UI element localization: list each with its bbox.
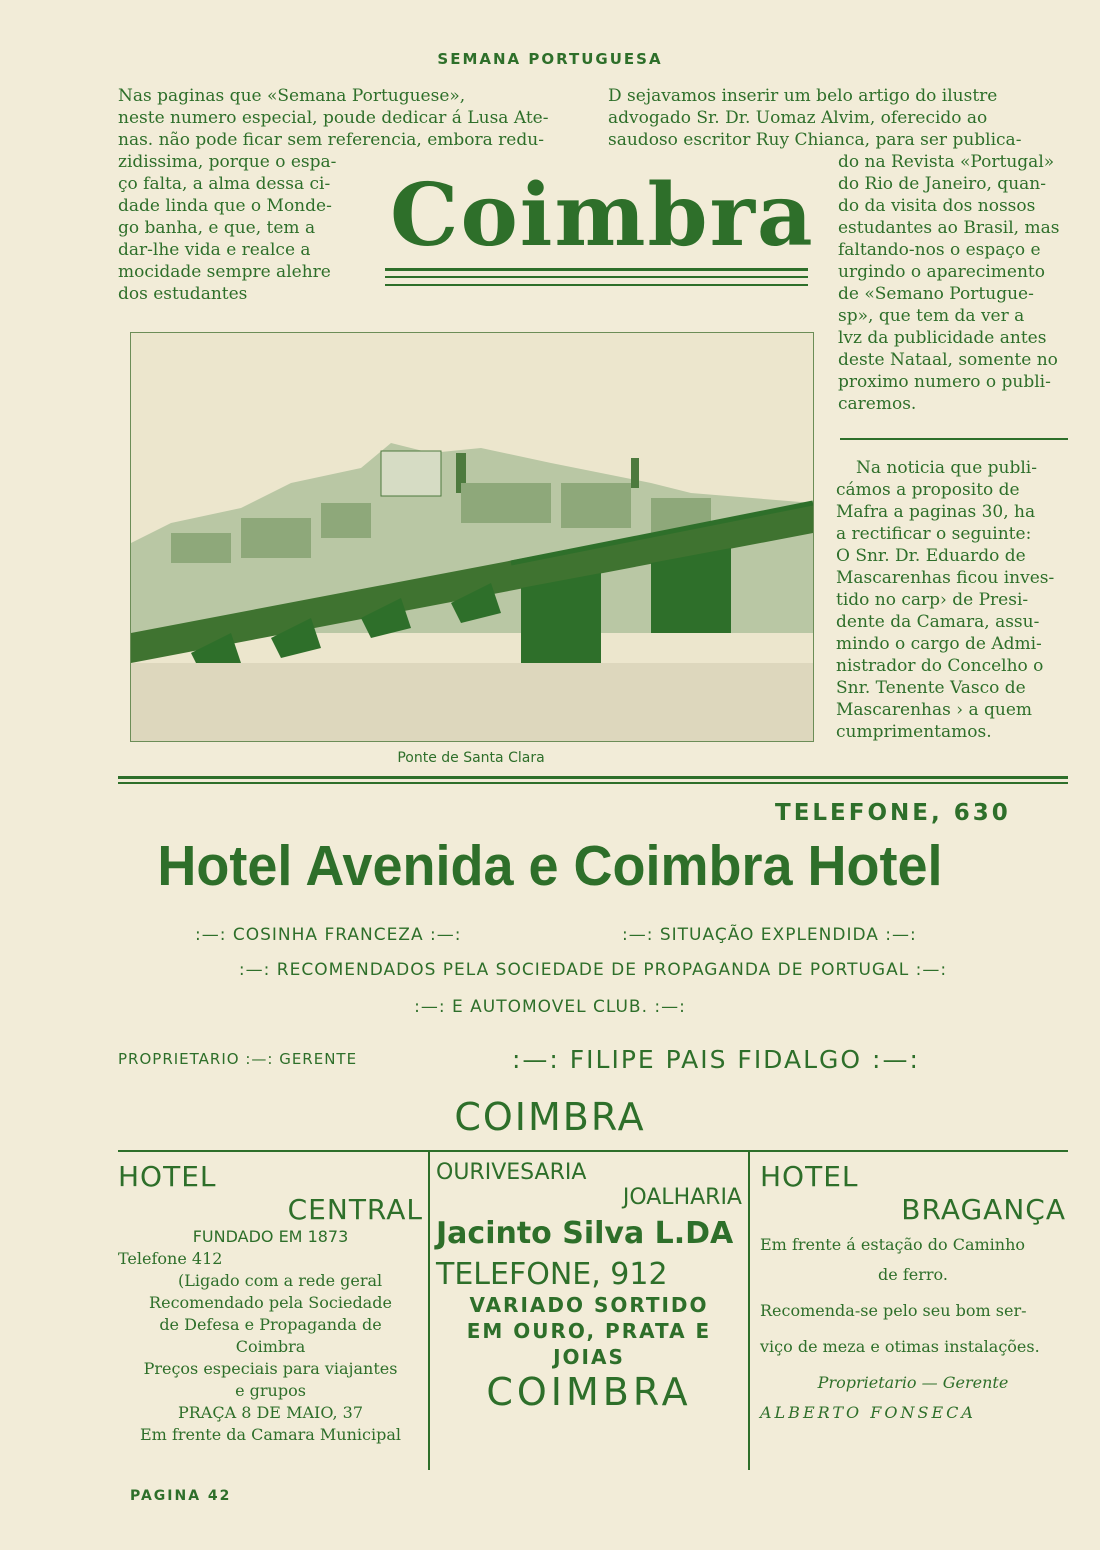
right-line: lvz da publicidade antes — [838, 328, 1047, 348]
central-line: e grupos — [235, 1381, 306, 1400]
title-rule — [385, 284, 808, 286]
hotel-automobile: :—: E AUTOMOVEL CLUB. :—: — [414, 997, 686, 1017]
right-line: saudoso escritor Ruy Chianca, para ser publica- — [608, 130, 1022, 150]
notice-line: a rectificar o seguinte: — [836, 524, 1032, 544]
central-line: Em frente da Camara Municipal — [140, 1425, 401, 1444]
central-line: Coimbra — [235, 1337, 306, 1356]
left-line: dade linda que o Monde- — [118, 196, 332, 216]
right-line: proximo numero o publi- — [838, 372, 1051, 392]
right-line: do na Revista «Portugal» — [838, 152, 1055, 172]
title-rule — [385, 268, 808, 271]
hotel-owner-name: :—: FILIPE PAIS FIDALGO :—: — [512, 1045, 920, 1074]
notice-line: dente da Camara, assu- — [836, 612, 1040, 632]
ad-hotel-central — [118, 1160, 423, 1446]
central-line: Recomendado pela Sociedade — [149, 1293, 392, 1312]
notice-line: O Snr. Dr. Eduardo de — [836, 546, 1026, 566]
ad-ourivesaria — [436, 1160, 742, 1414]
left-line: zidissima, porque o espa- — [118, 152, 337, 172]
notice-line: Na noticia que publi- — [856, 458, 1037, 478]
notice-line: mindo o cargo de Admi- — [836, 634, 1042, 654]
right-line: sp», que tem da ver a — [838, 306, 1025, 326]
braganca-line: de ferro. — [878, 1265, 948, 1284]
central-line: PRAÇA 8 DE MAIO, 37 — [177, 1403, 364, 1422]
section-rule — [118, 782, 1068, 784]
hotel-telephone: TELEFONE, 630 — [775, 800, 1011, 826]
braganca-title: HOTEL — [760, 1160, 859, 1193]
right-line: advogado Sr. Dr. Uomaz Alvim, oferecido ao — [608, 108, 988, 128]
braganca-owner-label: Proprietario — Gerente — [817, 1373, 1009, 1392]
braganca-title: BRAGANÇA — [901, 1193, 1066, 1226]
left-line: go banha, e que, tem a — [118, 218, 316, 238]
running-head: SEMANA PORTUGUESA — [437, 50, 663, 68]
left-line: ço falta, a alma dessa ci- — [118, 174, 331, 194]
right-line: de «Semano Portugue- — [838, 284, 1034, 304]
right-column-top — [608, 85, 1068, 151]
notice-line: cámos a proposito de — [836, 480, 1020, 500]
right-line: deste Nataal, somente no — [838, 350, 1058, 370]
braganca-line: Em frente á estação do Caminho — [760, 1235, 1026, 1254]
notice-line: Mascarenhas › a quem — [836, 700, 1033, 720]
ads-divider — [748, 1152, 750, 1470]
hotel-situation: :—: SITUAÇÃO EXPLENDIDA :—: — [622, 925, 917, 945]
left-line: nas. não pode ficar sem referencia, embora redu- — [118, 130, 544, 150]
braganca-owner-name: ALBERTO FONSECA — [760, 1403, 976, 1422]
central-line: Preços especiais para viajantes — [143, 1359, 398, 1378]
hotel-owner-label: PROPRIETARIO :—: GERENTE — [118, 1050, 358, 1068]
bridge-illustration — [131, 333, 813, 741]
left-column — [118, 151, 368, 305]
hotel-recommended: :—: RECOMENDADOS PELA SOCIEDADE DE PROPAGANDA DE PORTUGAL :—: — [238, 960, 948, 980]
photo-caption: Ponte de Santa Clara — [397, 750, 545, 766]
right-line: faltando-nos o espaço e — [838, 240, 1041, 260]
title-rule — [385, 276, 808, 278]
braganca-line: Recomenda-se pelo seu bom ser- — [760, 1301, 1027, 1320]
right-line: do Rio de Janeiro, quan- — [838, 174, 1046, 194]
notice-line: Snr. Tenente Vasco de — [836, 678, 1026, 698]
notice-rule — [840, 438, 1068, 440]
notice-column — [836, 457, 1068, 743]
central-phone: Telefone 412 — [118, 1249, 223, 1268]
ourivesaria-line: EM OURO, PRATA E — [466, 1319, 712, 1343]
ourivesaria-line: VARIADO SORTIDO — [469, 1293, 709, 1317]
notice-line: cumprimentamos. — [836, 722, 992, 742]
central-founded: FUNDADO EM 1873 — [192, 1227, 349, 1246]
braganca-line: viço de meza e otimas instalações. — [760, 1337, 1040, 1356]
right-line: caremos. — [838, 394, 917, 414]
right-column — [838, 151, 1070, 415]
left-line: neste numero especial, poude dedicar á Lusa Ate- — [118, 108, 549, 128]
left-line: dos estudantes — [118, 284, 248, 304]
central-title: CENTRAL — [287, 1193, 423, 1226]
right-line: D sejavamos inserir um belo artigo do ilustre — [608, 86, 998, 106]
notice-line: tido no carp› de Presi- — [836, 590, 1029, 610]
central-title: HOTEL — [118, 1160, 217, 1193]
ourivesaria-title: JOALHARIA — [622, 1185, 742, 1210]
right-line: estudantes ao Brasil, mas — [838, 218, 1060, 238]
hotel-cuisine: :—: COSINHA FRANCEZA :—: — [195, 925, 462, 945]
ourivesaria-line: JOIAS — [553, 1345, 625, 1369]
article-title: Coimbra — [390, 165, 815, 266]
central-line: (Ligado com a rede geral — [178, 1271, 383, 1290]
left-line: mocidade sempre alehre — [118, 262, 331, 282]
right-line: urgindo o aparecimento — [838, 262, 1045, 282]
hotel-name: Hotel Avenida e Coimbra Hotel — [157, 834, 943, 898]
ads-rule — [118, 1150, 1068, 1152]
left-column-top — [118, 85, 588, 151]
ourivesaria-title: OURIVESARIA — [436, 1160, 587, 1185]
hotel-city: COIMBRA — [454, 1095, 646, 1139]
notice-line: Mafra a paginas 30, ha — [836, 502, 1036, 522]
notice-line: Mascarenhas ficou inves- — [836, 568, 1055, 588]
notice-line: nistrador do Concelho o — [836, 656, 1044, 676]
ad-hotel-braganca — [760, 1160, 1066, 1424]
section-rule — [118, 776, 1068, 779]
page-number: PAGINA 42 — [130, 1488, 232, 1504]
bridge-photo — [130, 332, 814, 742]
ourivesaria-phone: TELEFONE, 912 — [436, 1257, 668, 1292]
central-line: de Defesa e Propaganda de — [159, 1315, 382, 1334]
left-line: dar-lhe vida e realce a — [118, 240, 311, 260]
left-line: Nas paginas que «Semana Portuguese», — [118, 86, 466, 106]
ads-divider — [428, 1152, 430, 1470]
right-line: do da visita dos nossos — [838, 196, 1036, 216]
ourivesaria-name: Jacinto Silva L.DA — [436, 1216, 734, 1251]
ourivesaria-city: COIMBRA — [486, 1370, 692, 1414]
